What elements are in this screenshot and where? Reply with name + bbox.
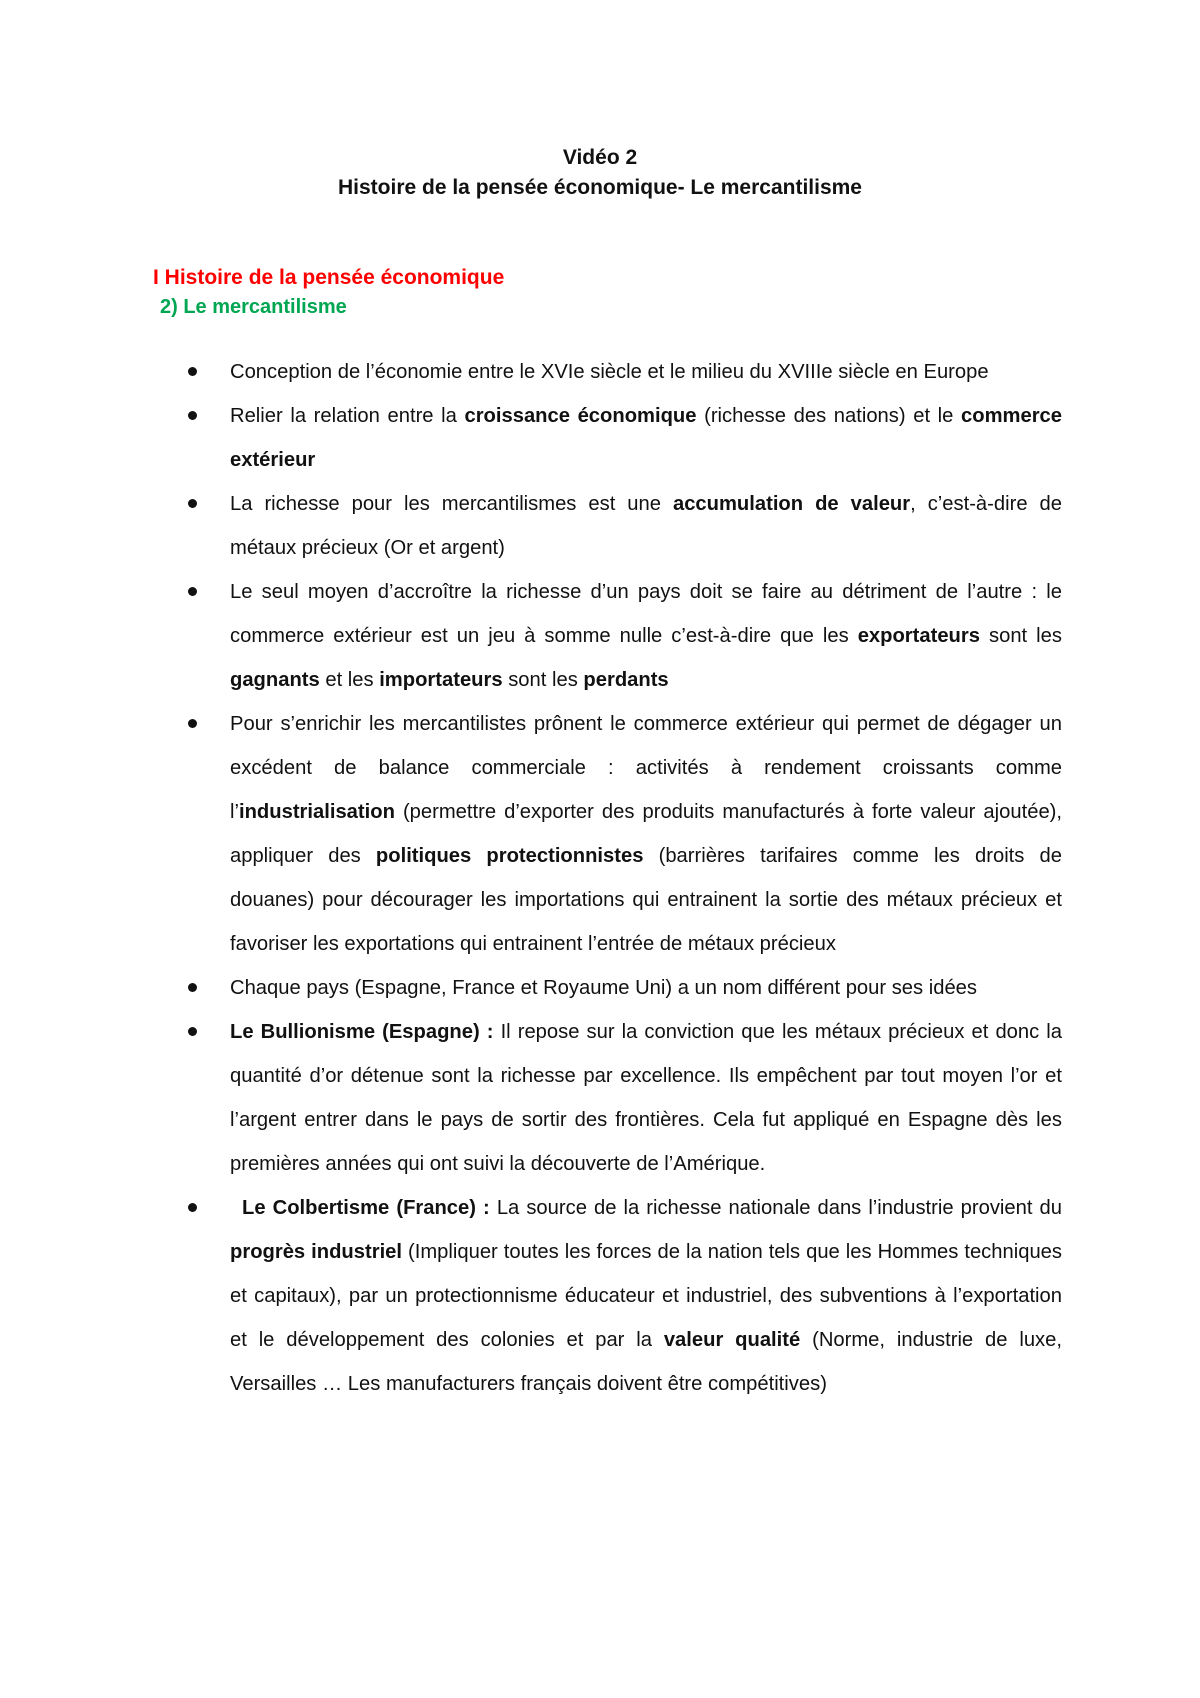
- bullet-list: [230, 350, 1062, 1406]
- list-item: Le Bullionisme (Espagne) : Il repose sur la conviction que les métaux précieux et donc la quantité d’or détenue sont la richesse par excellence. Ils empêchent par tout moyen l’or et l’argent entrer dans le pays de sortir des frontières. Cela fut appliqué en Espagne dès les premières années qui ont suivi la découverte de l’Amérique.: [230, 1010, 1062, 1186]
- video-number: Vidéo 2: [562, 146, 638, 169]
- bullet-icon: [188, 719, 197, 728]
- document-title: [0, 143, 1200, 203]
- lesson-title: Histoire de la pensée économique- Le mercantilisme: [337, 176, 862, 199]
- section-heading: I Histoire de la pensée économique: [153, 266, 505, 289]
- bullet-icon: [188, 367, 197, 376]
- list-item: Relier la relation entre la croissance économique (richesse des nations) et le commerce extérieur: [230, 394, 1062, 482]
- list-item: La richesse pour les mercantilismes est une accumulation de valeur, c’est-à-dire de métaux précieux (Or et argent): [230, 482, 1062, 570]
- list-item: Chaque pays (Espagne, France et Royaume Uni) a un nom différent pour ses idées: [230, 966, 1062, 1010]
- bullet-icon: [188, 983, 197, 992]
- list-item: Le Colbertisme (France) : La source de la richesse nationale dans l’industrie provient du progrès industriel (Impliquer toutes les forces de la nation tels que les Hommes techniques et capitaux), par un protectionnisme éducateur et industriel, des subventions à l’exportation et le développement des colonies et par la valeur qualité (Norme, industrie de luxe, Versailles … Les manufacturers français doivent être compétitives): [230, 1186, 1062, 1406]
- list-item: Pour s’enrichir les mercantilistes prônent le commerce extérieur qui permet de dégager un excédent de balance commerciale : activités à rendement croissants comme l’industrialisation (permettre d’exporter des produits manufacturés à forte valeur ajoutée), appliquer des politiques protectionnistes (barrières tarifaires comme les droits de douanes) pour décourager les importations qui entrainent la sortie des métaux précieux et favoriser les exportations qui entrainent l’entrée de métaux précieux: [230, 702, 1062, 966]
- bullet-icon: [188, 411, 197, 420]
- subsection-heading: 2) Le mercantilisme: [160, 296, 347, 318]
- bullet-icon: [188, 1203, 197, 1212]
- bullet-icon: [188, 1027, 197, 1036]
- bullet-icon: [188, 499, 197, 508]
- list-item: Le seul moyen d’accroître la richesse d’un pays doit se faire au détriment de l’autre : le commerce extérieur est un jeu à somme nulle c’est-à-dire que les exportateurs sont les gagnants et les importateurs sont les perdants: [230, 570, 1062, 702]
- bullet-icon: [188, 587, 197, 596]
- list-item: Conception de l’économie entre le XVIe siècle et le milieu du XVIIIe siècle en Europe: [230, 350, 1062, 394]
